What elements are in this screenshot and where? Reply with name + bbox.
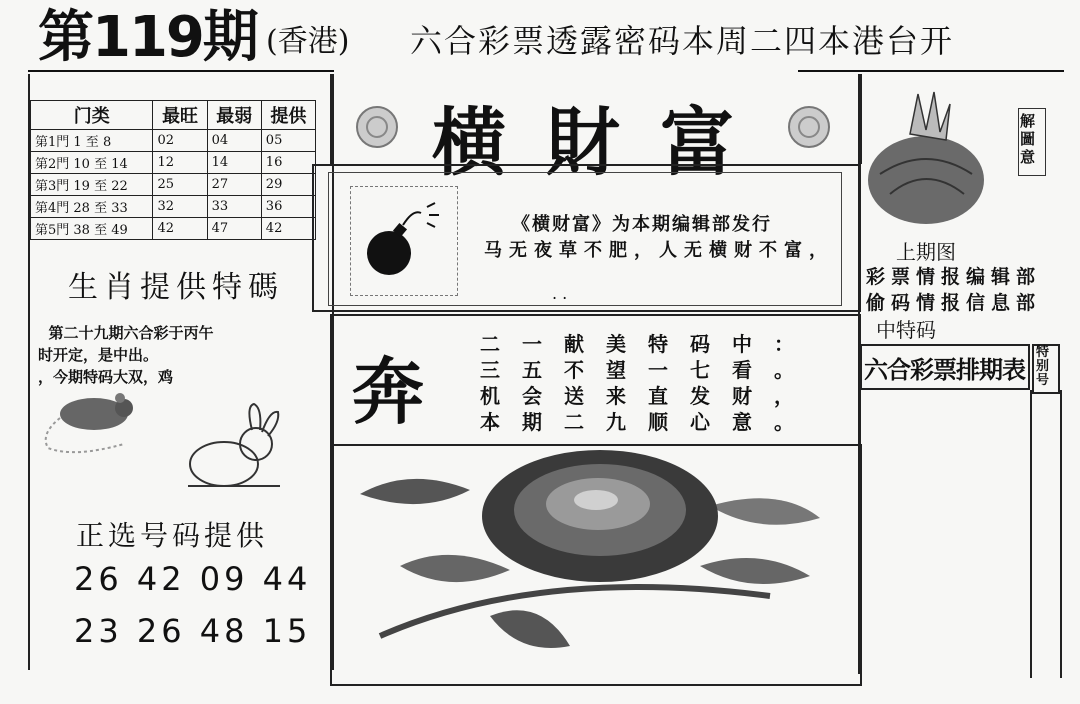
coin-left-icon [354,104,400,150]
picks-title: 正选号码提供 [76,519,269,552]
dept-label: 彩票情报编辑部 [866,266,1042,288]
special-code-label: 中特码 [876,318,936,342]
bomb-frame [350,186,458,296]
header-rule-left [28,70,334,72]
table-header: 门类 [31,101,153,130]
header-rule-right [798,70,1064,72]
table-cell: 第3門 19 至 22 [31,174,153,196]
table-cell: 29 [261,174,315,196]
table-cell: 14 [207,152,261,174]
picks-row: 23 26 48 15 [74,612,312,650]
lotus-illustration [860,84,990,234]
picks-row: 26 42 09 44 [74,560,312,598]
intro-text-line: 马无夜草不肥，人无横财不富， [484,240,834,261]
table-cell: 05 [261,130,315,152]
poem-line: 三五不望一七看。 [480,358,816,382]
table-cell: 42 [153,218,207,240]
table-header-row [31,101,316,130]
poem-big-character: 奔 [352,349,425,434]
intro-dots: . . [552,284,568,303]
table-row [31,218,316,240]
table-cell: 第1門 1 至 8 [31,130,153,152]
poem-line: 本期二九顺心意。 [480,410,816,434]
schedule-title: 六合彩票排期表 [864,355,1025,384]
explain-box [1018,108,1046,176]
table-cell: 16 [261,152,315,174]
table-cell: 第2門 10 至 14 [31,152,153,174]
coin-right-icon [786,104,832,150]
bomb-icon [351,187,457,295]
rose-illustration [340,446,850,676]
table-cell: 27 [207,174,261,196]
table-header: 最旺 [153,101,207,130]
zodiac-title: 生肖提供特碼 [68,270,284,305]
table-cell: 第4門 28 至 33 [31,196,153,218]
rabbit-illustration [180,402,290,494]
last-issue-label: 上期图 [896,240,956,264]
zodiac-text: 第二十九期六合彩于丙午 时开定，是中出。 ，今期特码大双，鸡 [38,324,214,386]
table-cell: 33 [207,196,261,218]
table-row [31,152,316,174]
table-cell: 25 [153,174,207,196]
special-number-label: 特别号 [1036,345,1050,388]
poem-line: 机会送来直发财， [480,384,816,408]
table-cell: 36 [261,196,315,218]
headline: 六合彩票透露密码本周二四本港台开 [410,22,955,60]
table-cell: 02 [153,130,207,152]
table-cell: 32 [153,196,207,218]
intro-text-line: 《横财富》为本期编辑部发行 [512,214,772,235]
schedule-column [1030,390,1062,678]
explain-label: 解圖意 [1020,112,1036,166]
table-cell: 42 [261,218,315,240]
table-header: 最弱 [207,101,261,130]
table-cell: 04 [207,130,261,152]
banner-title: 横財富 [432,100,774,186]
table-row [31,130,316,152]
dept-label: 偷码情报信息部 [866,292,1042,314]
table-cell: 第5門 38 至 49 [31,218,153,240]
rat-illustration [34,384,144,464]
table-cell: 47 [207,218,261,240]
table-row [31,196,316,218]
poem-line: 二一献美特码中： [480,332,816,356]
table-header: 提供 [261,101,315,130]
region-label: (香港) [266,24,350,59]
table-cell: 12 [153,152,207,174]
table-row [31,174,316,196]
doors-table [30,100,316,240]
issue-number: 第119期 [38,5,257,70]
